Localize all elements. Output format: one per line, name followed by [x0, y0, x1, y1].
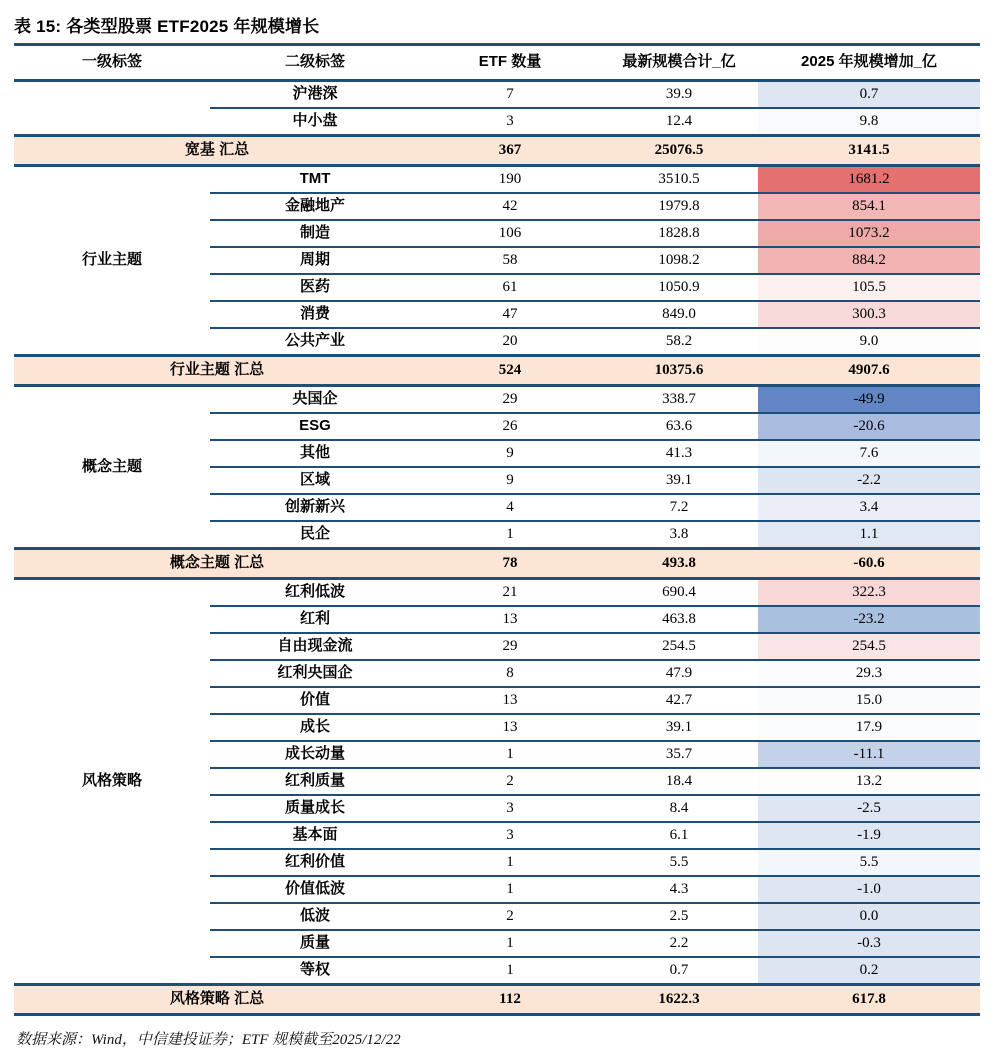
size-cell: 18.4	[600, 768, 758, 795]
etf-count-cell: 21	[502, 584, 518, 601]
size-cell: 2.5	[600, 903, 758, 930]
growth-heat-cell: -2.5	[758, 795, 980, 822]
table-header	[14, 46, 980, 81]
size-cell: 690.4	[662, 584, 696, 601]
summary-row	[14, 136, 980, 166]
etf-count-cell: 3	[420, 822, 600, 849]
group-label-cell	[14, 81, 210, 136]
size-cell: 0.7	[600, 957, 758, 985]
growth-heat-cell: 0.7	[758, 81, 980, 109]
growth-heat-cell: 1681.2	[758, 166, 980, 194]
etf-count-cell: 1	[420, 930, 600, 957]
row-label-cell: 中小盘	[210, 108, 420, 136]
etf-count-cell: 61	[420, 274, 600, 301]
header-latest-size: 最新规模合计_亿	[600, 46, 758, 81]
size-cell: 47.9	[600, 660, 758, 687]
growth-heat-cell: -0.3	[758, 930, 980, 957]
row-label-cell: 成长动量	[210, 741, 420, 768]
etf-count-cell: 3	[420, 795, 600, 822]
row-label-cell: 价值低波	[210, 876, 420, 903]
summary-label-cell: 概念主题 汇总	[14, 549, 420, 579]
data-row	[14, 579, 980, 607]
table-body	[14, 81, 980, 1015]
summary-size-cell: 1622.3	[600, 985, 758, 1015]
size-cell: 41.3	[600, 440, 758, 467]
size-cell: 1828.8	[600, 220, 758, 247]
growth-heat-cell: -49.9	[758, 386, 980, 414]
row-label-cell: TMT	[299, 170, 331, 188]
header-row	[14, 46, 980, 81]
growth-heat-cell: 322.3	[758, 579, 980, 607]
row-label-cell: 质量成长	[210, 795, 420, 822]
summary-size-cell: 25076.5	[600, 136, 758, 166]
row-label-cell: 低波	[210, 903, 420, 930]
growth-heat-cell: 884.2	[758, 247, 980, 274]
size-cell: 39.9	[665, 86, 693, 103]
row-label-cell: 沪港深	[292, 85, 338, 103]
size-cell: 254.5	[600, 633, 758, 660]
etf-count-cell: 7	[506, 86, 514, 103]
group-label-cell: 概念主题	[81, 457, 142, 475]
row-label-cell: 自由现金流	[210, 633, 420, 660]
summary-row	[14, 549, 980, 579]
size-cell: 1979.8	[600, 193, 758, 220]
summary-row	[14, 985, 980, 1015]
table-title: 表 15: 各类型股票 ETF2025 年规模增长	[14, 17, 320, 36]
size-cell: 463.8	[600, 606, 758, 633]
etf-count-cell: 13	[420, 606, 600, 633]
growth-heat-cell: -2.2	[758, 467, 980, 494]
row-label-cell: 区域	[210, 467, 420, 494]
etf-count-cell: 29	[420, 633, 600, 660]
size-cell: 338.7	[662, 391, 696, 408]
size-cell: 1050.9	[600, 274, 758, 301]
growth-heat-cell: 1073.2	[758, 220, 980, 247]
growth-heat-cell: -20.6	[758, 413, 980, 440]
summary-growth-cell: -60.6	[758, 549, 980, 579]
summary-growth-cell: 617.8	[758, 985, 980, 1015]
summary-etf-count-cell: 524	[420, 356, 600, 386]
summary-row	[14, 356, 980, 386]
header-etf-count: ETF 数量	[420, 46, 600, 81]
growth-heat-cell: 13.2	[758, 768, 980, 795]
summary-label-cell: 宽基 汇总	[14, 136, 420, 166]
growth-heat-cell: 854.1	[758, 193, 980, 220]
size-cell: 1098.2	[600, 247, 758, 274]
row-label-cell: ESG	[210, 413, 420, 440]
row-label-cell: 红利	[210, 606, 420, 633]
row-label-cell: 红利央国企	[210, 660, 420, 687]
size-cell: 3510.5	[658, 171, 700, 188]
row-label-cell: 价值	[210, 687, 420, 714]
growth-heat-cell: 9.0	[758, 328, 980, 356]
growth-heat-cell: 0.0	[758, 903, 980, 930]
size-cell: 4.3	[600, 876, 758, 903]
growth-heat-cell: -11.1	[758, 741, 980, 768]
data-row	[14, 166, 980, 194]
data-row	[14, 81, 980, 109]
etf-count-cell: 26	[420, 413, 600, 440]
etf-count-cell: 2	[420, 903, 600, 930]
size-cell: 12.4	[600, 108, 758, 136]
size-cell: 849.0	[600, 301, 758, 328]
summary-etf-count-cell: 367	[420, 136, 600, 166]
etf-count-cell: 1	[420, 957, 600, 985]
growth-heat-cell: 5.5	[758, 849, 980, 876]
summary-growth-cell: 4907.6	[758, 356, 980, 386]
row-label-cell: 周期	[210, 247, 420, 274]
header-level1-label: 一级标签	[14, 46, 210, 81]
growth-heat-cell: 1.1	[758, 521, 980, 549]
size-cell: 3.8	[600, 521, 758, 549]
summary-label-cell: 风格策略 汇总	[14, 985, 420, 1015]
size-cell: 8.4	[600, 795, 758, 822]
etf-count-cell: 58	[420, 247, 600, 274]
summary-etf-count-cell: 78	[420, 549, 600, 579]
size-cell: 7.2	[600, 494, 758, 521]
etf-count-cell: 13	[420, 687, 600, 714]
row-label-cell: 等权	[210, 957, 420, 985]
size-cell: 39.1	[600, 714, 758, 741]
size-cell: 35.7	[600, 741, 758, 768]
row-label-cell: 消费	[210, 301, 420, 328]
etf-count-cell: 47	[420, 301, 600, 328]
growth-heat-cell: 0.2	[758, 957, 980, 985]
etf-count-cell: 9	[420, 440, 600, 467]
row-label-cell: 央国企	[292, 390, 338, 408]
etf-count-cell: 1	[420, 876, 600, 903]
etf-count-cell: 42	[420, 193, 600, 220]
row-label-cell: 红利质量	[210, 768, 420, 795]
growth-heat-cell: 29.3	[758, 660, 980, 687]
row-label-cell: 医药	[210, 274, 420, 301]
etf-count-cell: 20	[420, 328, 600, 356]
size-cell: 2.2	[600, 930, 758, 957]
etf-count-cell: 9	[420, 467, 600, 494]
size-cell: 39.1	[600, 467, 758, 494]
growth-heat-cell: 17.9	[758, 714, 980, 741]
growth-heat-cell: 7.6	[758, 440, 980, 467]
row-label-cell: 红利价值	[210, 849, 420, 876]
row-label-cell: 成长	[210, 714, 420, 741]
summary-growth-cell: 3141.5	[758, 136, 980, 166]
header-2025-growth: 2025 年规模增加_亿	[758, 46, 980, 81]
growth-heat-cell: 300.3	[758, 301, 980, 328]
growth-heat-cell: -23.2	[758, 606, 980, 633]
header-level2-label: 二级标签	[210, 46, 420, 81]
row-label-cell: 基本面	[210, 822, 420, 849]
growth-heat-cell: 105.5	[758, 274, 980, 301]
etf-count-cell: 8	[420, 660, 600, 687]
size-cell: 42.7	[600, 687, 758, 714]
etf-growth-table	[14, 46, 980, 1016]
etf-count-cell: 106	[420, 220, 600, 247]
growth-heat-cell: 15.0	[758, 687, 980, 714]
size-cell: 5.5	[600, 849, 758, 876]
growth-heat-cell: -1.0	[758, 876, 980, 903]
etf-count-cell: 4	[420, 494, 600, 521]
summary-size-cell: 10375.6	[600, 356, 758, 386]
data-row	[14, 386, 980, 414]
growth-heat-cell: 3.4	[758, 494, 980, 521]
growth-heat-cell: -1.9	[758, 822, 980, 849]
etf-count-cell: 29	[502, 391, 518, 408]
row-label-cell: 金融地产	[210, 193, 420, 220]
etf-count-cell: 2	[420, 768, 600, 795]
size-cell: 63.6	[600, 413, 758, 440]
summary-etf-count-cell: 112	[420, 985, 600, 1015]
row-label-cell: 创新新兴	[210, 494, 420, 521]
summary-label-cell: 行业主题 汇总	[14, 356, 420, 386]
row-label-cell: 质量	[210, 930, 420, 957]
growth-heat-cell: 9.8	[758, 108, 980, 136]
row-label-cell: 制造	[210, 220, 420, 247]
group-label-cell: 行业主题	[81, 251, 142, 269]
row-label-cell: 红利低波	[284, 583, 345, 601]
etf-count-cell: 190	[498, 171, 522, 188]
source-note: 数据来源：Wind，中信建投证券；ETF 规模截至2025/12/22	[16, 1032, 401, 1048]
row-label-cell: 民企	[210, 521, 420, 549]
etf-count-cell: 13	[420, 714, 600, 741]
size-cell: 58.2	[600, 328, 758, 356]
summary-size-cell: 493.8	[600, 549, 758, 579]
row-label-cell: 其他	[210, 440, 420, 467]
size-cell: 6.1	[600, 822, 758, 849]
row-label-cell: 公共产业	[210, 328, 420, 356]
group-label-cell: 风格策略	[81, 772, 142, 790]
etf-count-cell: 1	[420, 521, 600, 549]
growth-heat-cell: 254.5	[758, 633, 980, 660]
etf-count-cell: 1	[420, 849, 600, 876]
etf-count-cell: 1	[420, 741, 600, 768]
etf-count-cell: 3	[420, 108, 600, 136]
